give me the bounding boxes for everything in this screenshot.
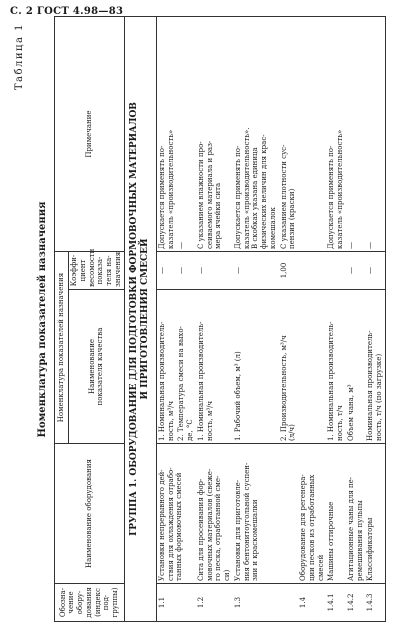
note: — — [346, 17, 366, 252]
weight-coefficient: — — [365, 252, 385, 290]
note: С указанием плотности сус- пензии (краски) — [279, 17, 299, 252]
table-body — [124, 17, 385, 622]
weight-coefficient: — — [156, 252, 176, 290]
equipment-name: Установки для приготовле- ния бентонитоугольной суспен- зии и краскомешалки — [233, 444, 298, 584]
table-row — [346, 17, 366, 622]
equipment-code: 1.4.2 — [346, 584, 366, 622]
equipment-name: Классификаторы — [365, 444, 385, 584]
equipment-name: Сита для просеивания фор- мовочных материалов (свеже- го песка, отработанной сме- си) — [196, 444, 233, 584]
table-row — [326, 17, 346, 622]
weight-coefficient: — — [176, 252, 196, 290]
indicator-name: Объем чана, м³ — [346, 290, 366, 444]
indicator-name: Номинальная производитель- ность, т/ч (по загрузке) — [365, 290, 385, 444]
weight-coefficient — [298, 252, 326, 290]
col-header-code: Обозна- чение обору- дования (индекс под- группы) — [55, 584, 125, 622]
col-header-coefficient: Коэффи- циент весомости показа- теля на- значения — [69, 252, 125, 290]
equipment-name: Оборудование для регенера- ции песков из отработанных смесей — [298, 444, 326, 584]
weight-coefficient: — — [196, 252, 233, 290]
col-header-indicator: Наименование показателя качества — [69, 290, 125, 444]
indicator-name: 1. Номинальная производитель- ность, т/ч — [326, 290, 346, 444]
table-row — [365, 17, 385, 622]
table-row — [233, 17, 279, 622]
equipment-code: 1.1 — [156, 584, 196, 622]
note: С указанием влажности про- сеиваемого материала и раз- мера ячейки сита — [196, 17, 233, 252]
equipment-code: 1.4.1 — [326, 584, 346, 622]
table-title: Номенклатура показателей назначения — [37, 201, 48, 438]
note: Допускается применять по- казатель «производительность». В скобках указана единица физических величин для крас- комешалок — [233, 17, 279, 252]
note: — — [365, 17, 385, 252]
page-header: С. 2 ГОСТ 4.98—83 — [10, 6, 124, 17]
weight-coefficient — [326, 252, 346, 290]
note: Допускается применять по- казатель «производительность» — [326, 17, 346, 252]
equipment-code: 1.2 — [196, 584, 233, 622]
group-title: ГРУППА 1. ОБОРУДОВАНИЕ ДЛЯ ПОДГОТОВКИ ФОРМОВОЧНЫХ МАТЕРИАЛОВ И ПРИГОТОВЛЕНИЯ СМЕСЕЙ — [124, 17, 156, 622]
indicator-name — [298, 290, 326, 444]
table-row — [298, 17, 326, 622]
indicator-name: 1. Номинальная производитель- ность, м³/ч — [196, 290, 233, 444]
note — [298, 17, 326, 252]
indicator-name: 2. Производительность, м³/ч (л/ч) — [279, 290, 299, 444]
equipment-name: Машины оттирочные — [326, 444, 346, 584]
note: — — [176, 17, 196, 252]
table-row — [196, 17, 233, 622]
rotated-table-page — [12, 17, 412, 622]
equipment-code: 1.4 — [298, 584, 326, 622]
weight-coefficient: 1,00 — [279, 252, 299, 290]
col-header-equipment: Наименование оборудования — [55, 444, 125, 584]
weight-coefficient: — — [346, 252, 366, 290]
equipment-code: 1.4.3 — [365, 584, 385, 622]
equipment-name: Агитационные чаны для пе- ремешивания пульпы — [346, 444, 366, 584]
table-caption: Таблица 1 — [14, 23, 25, 91]
col-header-group: Номенклатура показателей назначения — [55, 252, 69, 444]
equipment-name: Установки непрерывного дей- ствия для охлаждения отрабо- танных формовочных смесей — [156, 444, 196, 584]
indicator-name: 1. Номинальная производитель- ность, м³/ч — [156, 290, 176, 444]
col-header-note: Примечание — [55, 17, 125, 252]
table-row — [156, 17, 176, 622]
indicator-name: 2. Температура смеси на выхо- де, °С — [176, 290, 196, 444]
weight-coefficient: — — [233, 252, 279, 290]
indicators-table — [54, 16, 386, 622]
note: Допускается применять по- казатель «производительность» — [156, 17, 176, 252]
indicator-name: 1. Рабочий объем, м³ (л) — [233, 290, 279, 444]
equipment-code: 1.3 — [233, 584, 298, 622]
